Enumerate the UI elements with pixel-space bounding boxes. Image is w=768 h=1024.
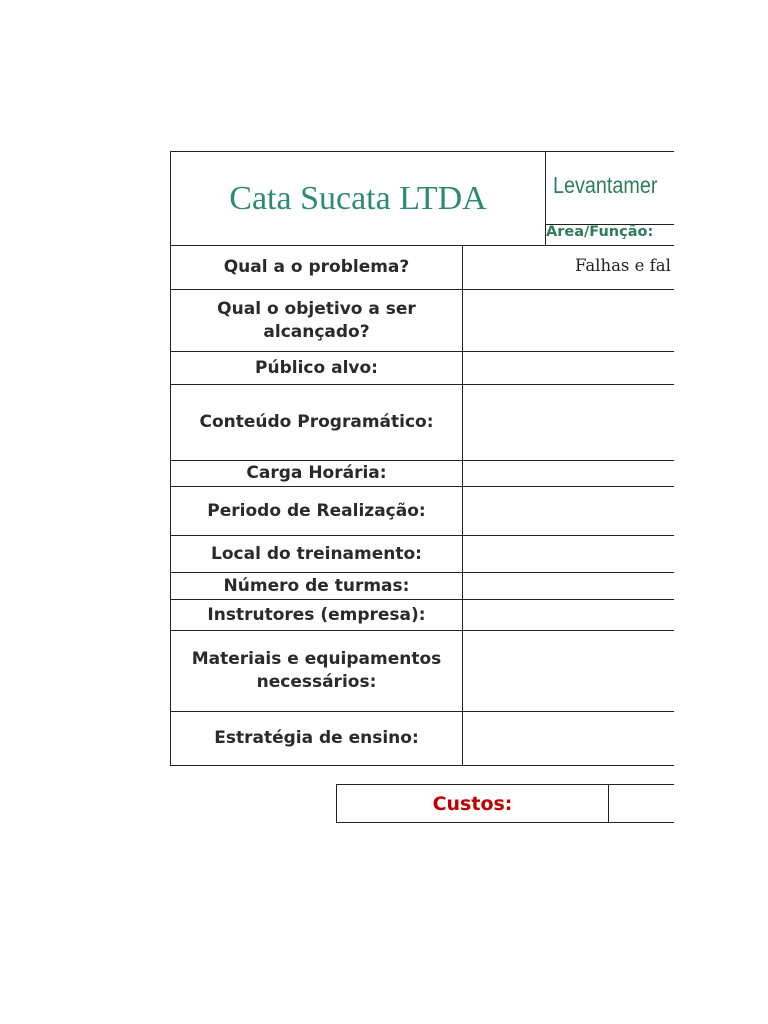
row-value-problem: Falhas e fal xyxy=(575,256,671,275)
area-function-label: Area/Função: xyxy=(546,224,654,240)
costs-divider xyxy=(608,784,609,823)
row-label-teaching-strategy: Estratégia de ensino: xyxy=(214,728,419,748)
row-label-program-content: Conteúdo Programático: xyxy=(199,412,434,432)
row-label-class-count: Número de turmas: xyxy=(223,575,410,596)
row-label-workload: Carga Horária: xyxy=(246,463,387,483)
row-label-audience: Público alvo: xyxy=(255,357,378,378)
costs-label: Custos: xyxy=(432,792,513,815)
row-label-problem: Qual a o problema? xyxy=(223,257,410,277)
row-label-location: Local do treinamento: xyxy=(211,543,422,564)
row-label-instructors: Instrutores (empresa): xyxy=(207,604,426,625)
row-label-period: Periodo de Realização: xyxy=(207,500,426,521)
row-label-objective: Qual o objetivo a ser alcançado? xyxy=(217,298,416,342)
company-name: Cata Sucata LTDA xyxy=(229,179,487,217)
row-label-materials: Materiais e equipamentos necessários: xyxy=(191,649,442,692)
column-divider xyxy=(462,245,463,765)
form-title: Levantamer xyxy=(553,172,658,198)
